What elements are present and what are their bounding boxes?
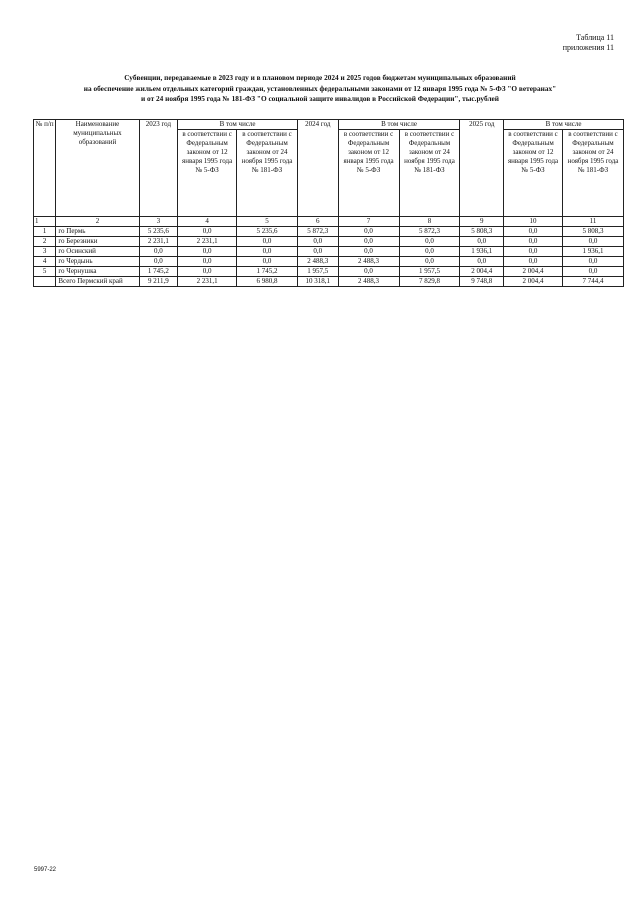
cell-2024-total: 0,0	[297, 247, 338, 257]
cell-2024-law5: 2 488,3	[338, 257, 399, 267]
cell-2024-law181: 0,0	[399, 247, 460, 257]
column-number: 10	[504, 217, 563, 227]
column-number: 7	[338, 217, 399, 227]
row-num: 5	[34, 267, 56, 277]
row-name: го Чернушка	[56, 267, 139, 277]
cell-2023-law5: 2 231,1	[178, 237, 237, 247]
column-number: 8	[399, 217, 460, 227]
document-title	[40, 73, 600, 105]
row-name: Всего Пермский край	[56, 277, 139, 287]
row-num: 3	[34, 247, 56, 257]
header-law5-2023: в соответствии с Федеральным законом от 12 января 1995 года № 5-ФЗ	[178, 130, 237, 217]
column-number: 9	[460, 217, 504, 227]
column-number: 4	[178, 217, 237, 227]
cell-2024-law181: 7 829,8	[399, 277, 460, 287]
cell-2024-law181: 5 872,3	[399, 227, 460, 237]
column-number: 6	[297, 217, 338, 227]
table-row	[34, 227, 624, 237]
cell-2023-total: 5 235,6	[139, 227, 178, 237]
cell-2024-law5: 0,0	[338, 227, 399, 237]
cell-2023-law5: 2 231,1	[178, 277, 237, 287]
cell-2025-total: 9 748,8	[460, 277, 504, 287]
appendix-number: приложения 11	[562, 43, 614, 52]
cell-2023-total: 2 231,1	[139, 237, 178, 247]
header-incl-2023: В том числе	[178, 120, 298, 130]
subsidy-table	[33, 119, 624, 287]
column-number: 3	[139, 217, 178, 227]
document-code: 5997-22	[34, 867, 57, 873]
cell-2025-law5: 0,0	[504, 247, 563, 257]
row-name: го Чердынь	[56, 257, 139, 267]
cell-2025-law5: 0,0	[504, 257, 563, 267]
cell-2025-law181: 5 808,3	[562, 227, 623, 237]
header-year-2024: 2024 год	[297, 120, 338, 217]
header-incl-2025: В том числе	[504, 120, 624, 130]
column-numbers-row	[34, 217, 624, 227]
cell-2023-law181: 5 235,6	[237, 227, 298, 237]
column-number: 1	[34, 217, 56, 227]
header-law181-2025: в соответствии с Федеральным законом от 24 ноября 1995 года № 181-ФЗ	[562, 130, 623, 217]
header-law5-2024: в соответствии с Федеральным законом от 12 января 1995 года № 5-ФЗ	[338, 130, 399, 217]
table-row	[34, 237, 624, 247]
cell-2023-total: 0,0	[139, 257, 178, 267]
table-number: Таблица 11	[576, 33, 614, 42]
cell-2024-law5: 0,0	[338, 237, 399, 247]
cell-2023-law5: 0,0	[178, 267, 237, 277]
cell-2025-law5: 0,0	[504, 237, 563, 247]
row-num: 2	[34, 237, 56, 247]
cell-2024-law5: 2 488,3	[338, 277, 399, 287]
header-row-1	[34, 120, 624, 130]
cell-2025-law181: 0,0	[562, 237, 623, 247]
header-law5-2025: в соответствии с Федеральным законом от 12 января 1995 года № 5-ФЗ	[504, 130, 563, 217]
row-name: го Пермь	[56, 227, 139, 237]
cell-2023-law5: 0,0	[178, 227, 237, 237]
row-num: 4	[34, 257, 56, 267]
cell-2023-law5: 0,0	[178, 247, 237, 257]
cell-2025-total: 0,0	[460, 257, 504, 267]
cell-2023-law181: 0,0	[237, 257, 298, 267]
header-law181-2023: в соответствии с Федеральным законом от 24 ноября 1995 года № 181-ФЗ	[237, 130, 298, 217]
cell-2024-total: 1 957,5	[297, 267, 338, 277]
table-row	[34, 247, 624, 257]
cell-2024-law5: 0,0	[338, 247, 399, 257]
cell-2023-law181: 0,0	[237, 247, 298, 257]
cell-2025-total: 1 936,1	[460, 247, 504, 257]
cell-2024-total: 0,0	[297, 237, 338, 247]
cell-2023-law181: 1 745,2	[237, 267, 298, 277]
title-line-2: на обеспечение жильем отдельных категорий граждан, установленных федеральными законами от 12 января 1995 года № 5-ФЗ "О ветеранах"	[83, 83, 557, 93]
total-row	[34, 277, 624, 287]
header-incl-2024: В том числе	[338, 120, 460, 130]
cell-2023-total: 0,0	[139, 247, 178, 257]
header-name: Наименование муниципальных образований	[56, 120, 139, 217]
cell-2024-law181: 0,0	[399, 257, 460, 267]
title-line-1: Субвенции, передаваемые в 2023 году и в плановом периоде 2024 и 2025 годов бюджетам муниципальных образований	[124, 73, 516, 82]
cell-2024-law181: 1 957,5	[399, 267, 460, 277]
row-name: го Березники	[56, 237, 139, 247]
cell-2023-law5: 0,0	[178, 257, 237, 267]
table-row	[34, 267, 624, 277]
cell-2023-law181: 0,0	[237, 237, 298, 247]
cell-2023-law181: 6 980,8	[237, 277, 298, 287]
cell-2025-law181: 7 744,4	[562, 277, 623, 287]
title-line-3: и от 24 ноября 1995 года № 181-ФЗ "О социальной защите инвалидов в Российской Федерации", тыс.рублей	[141, 94, 499, 103]
cell-2024-law181: 0,0	[399, 237, 460, 247]
cell-2024-law5: 0,0	[338, 267, 399, 277]
cell-2025-law5: 2 004,4	[504, 267, 563, 277]
cell-2025-law5: 0,0	[504, 227, 563, 237]
column-number: 11	[562, 217, 623, 227]
cell-2025-total: 5 808,3	[460, 227, 504, 237]
cell-2025-total: 0,0	[460, 237, 504, 247]
cell-2023-total: 1 745,2	[139, 267, 178, 277]
row-num: 1	[34, 227, 56, 237]
column-number: 2	[56, 217, 139, 227]
cell-2023-total: 9 211,9	[139, 277, 178, 287]
row-name: го Осинский	[56, 247, 139, 257]
cell-2025-law5: 2 004,4	[504, 277, 563, 287]
cell-2024-total: 2 488,3	[297, 257, 338, 267]
table-reference	[563, 33, 614, 53]
header-num: № п/п	[34, 120, 56, 217]
row-num	[34, 277, 56, 287]
cell-2025-law181: 1 936,1	[562, 247, 623, 257]
cell-2024-total: 5 872,3	[297, 227, 338, 237]
header-law181-2024: в соответствии с Федеральным законом от 24 ноября 1995 года № 181-ФЗ	[399, 130, 460, 217]
cell-2024-total: 10 318,1	[297, 277, 338, 287]
header-year-2025: 2025 год	[460, 120, 504, 217]
column-number: 5	[237, 217, 298, 227]
cell-2025-law181: 0,0	[562, 257, 623, 267]
table-row	[34, 257, 624, 267]
header-year-2023: 2023 год	[139, 120, 178, 217]
cell-2025-total: 2 004,4	[460, 267, 504, 277]
cell-2025-law181: 0,0	[562, 267, 623, 277]
